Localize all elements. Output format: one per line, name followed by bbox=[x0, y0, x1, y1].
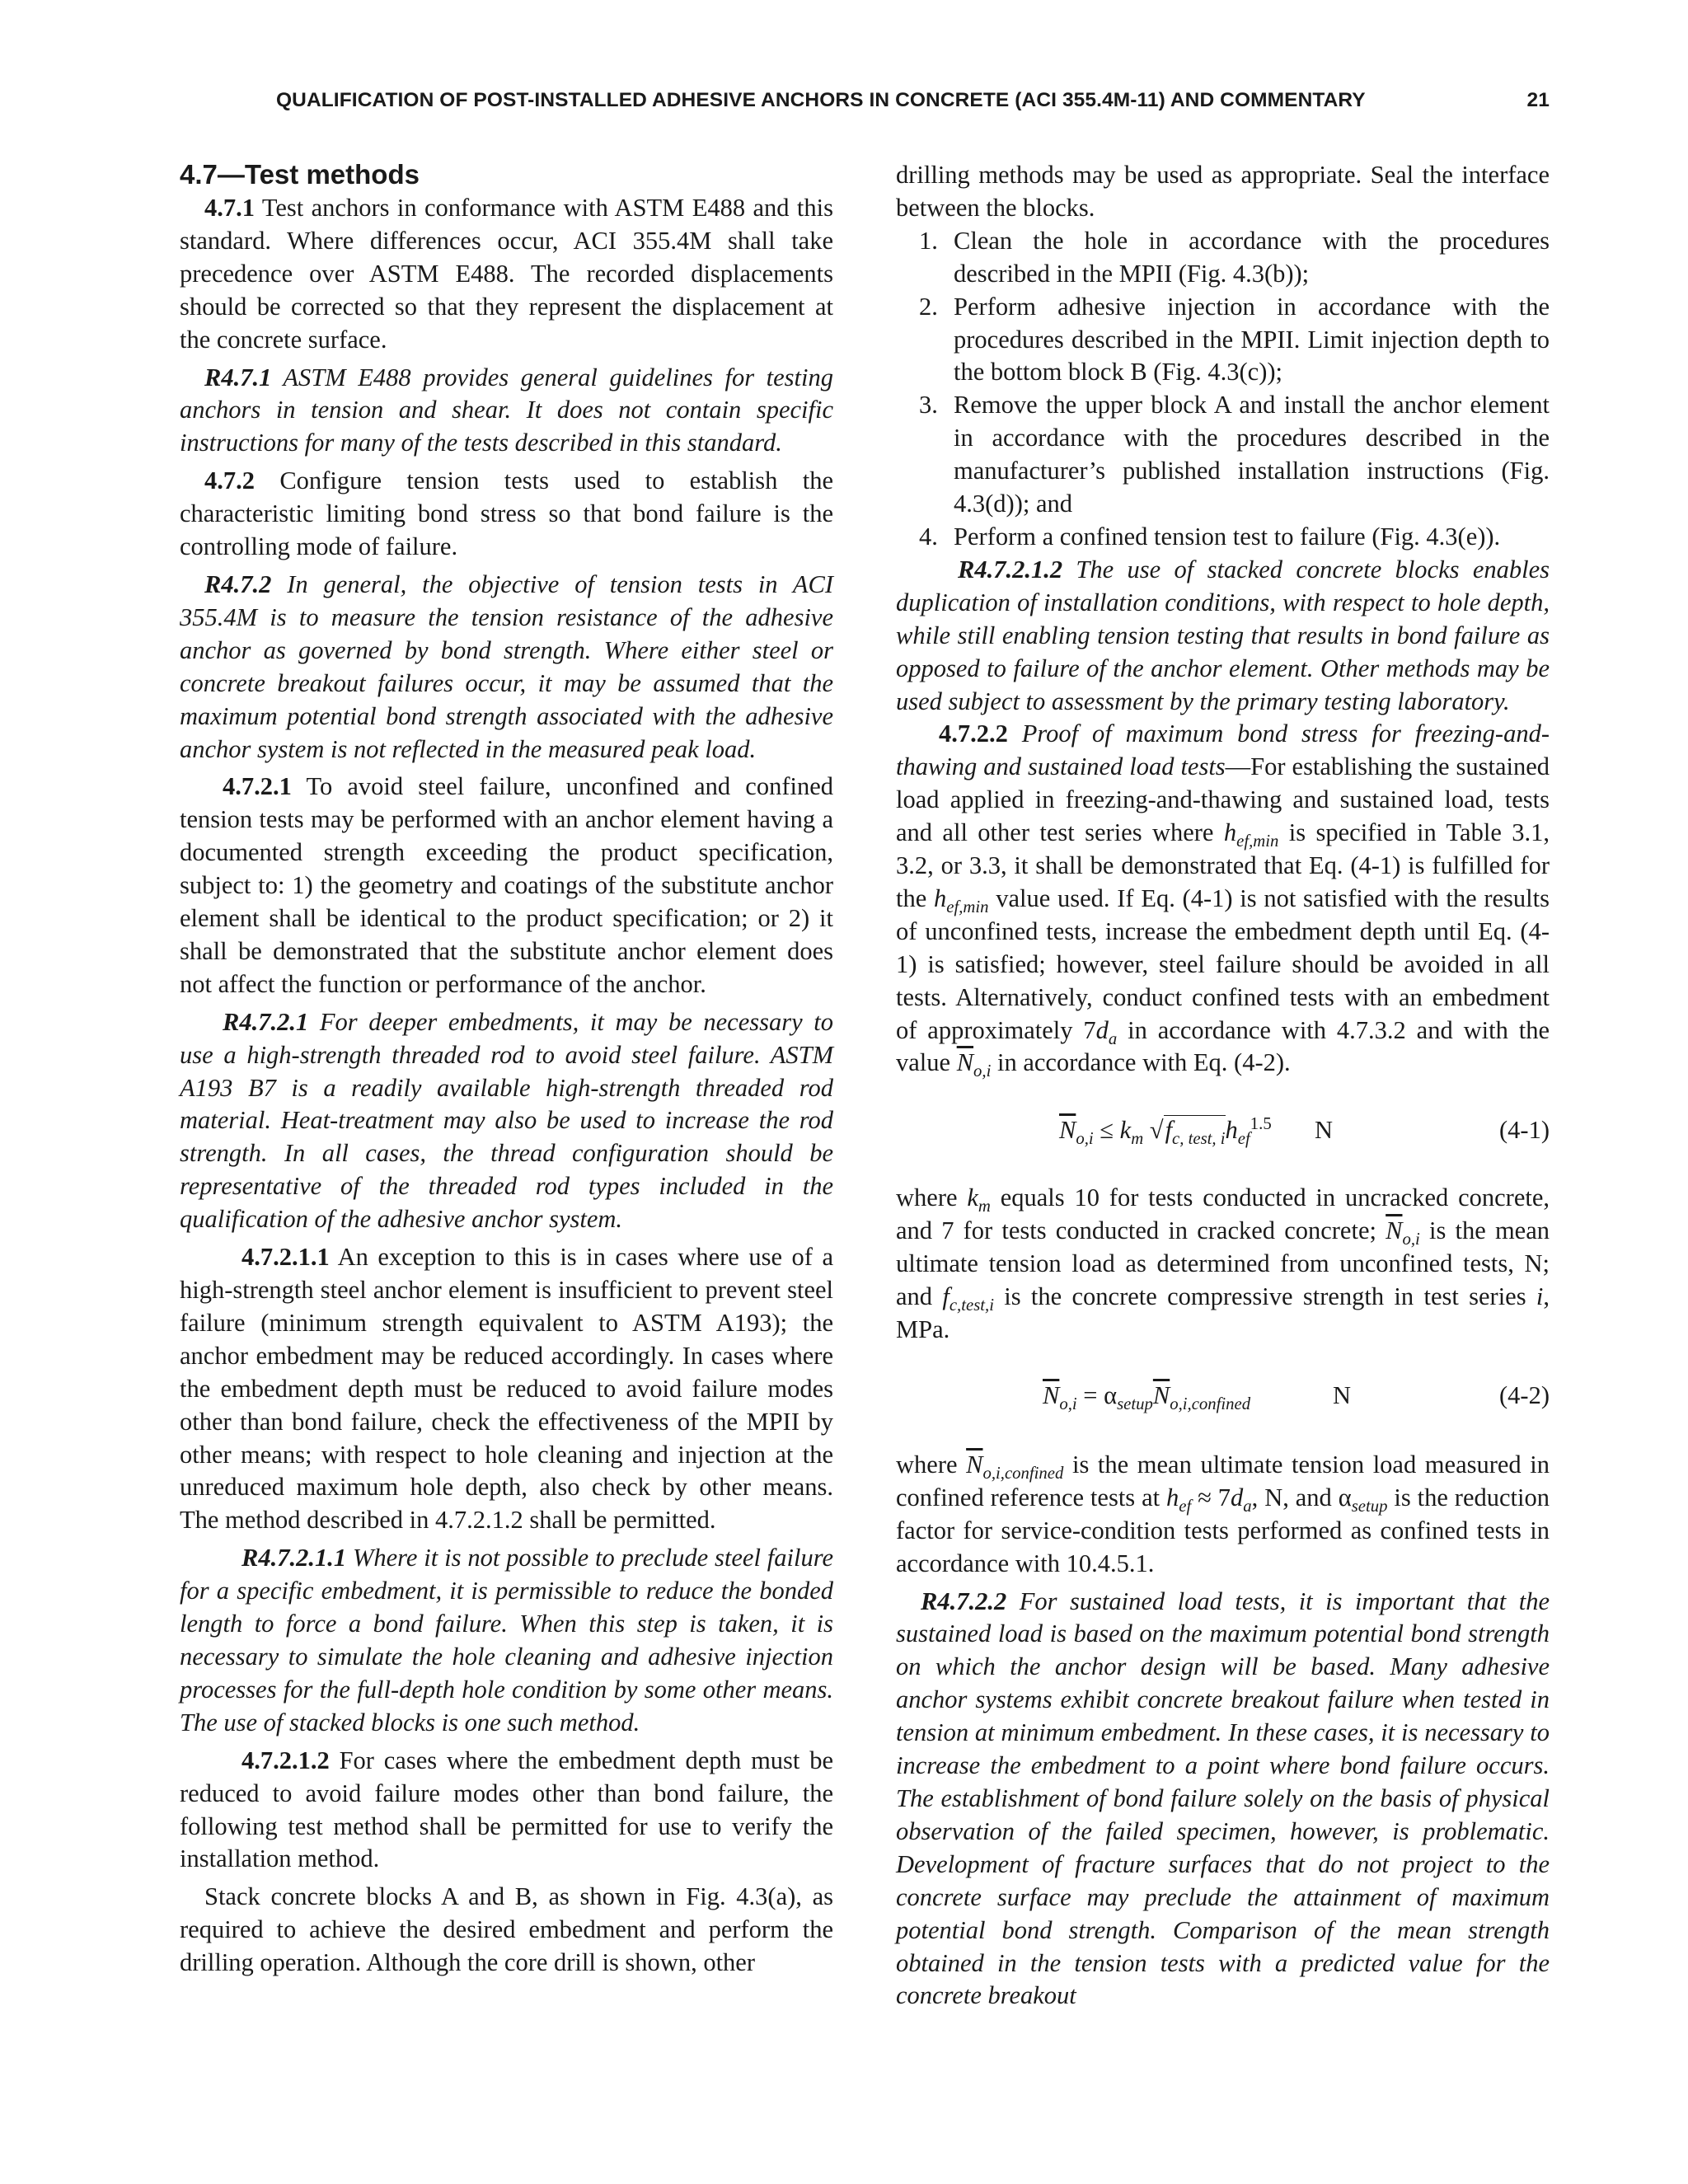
commentary-text: For deeper embedments, it may be necessary to use a high-strength threaded rod to avoid steel failure. ASTM A193 B7 is a readily available high-strength threaded rod material. Heat-treatment may also be used to increase the rod strength. In all cases, the thread configuration should be representative of the threaded rod types included in the qualification of the adhesive anchor system. bbox=[180, 1007, 833, 1234]
commentary-number: R4.7.2.2 bbox=[921, 1586, 1007, 1615]
symbol-n-bar: $\overline{N}$ bbox=[1386, 1216, 1403, 1245]
commentary-text: The use of stacked concrete blocks enables duplication of installation conditions, with respect to hole depth, while still enabling tension testing that results in bond failure as opposed to failure of the anchor element. Other methods may be used subject to assessment by the primary testing laboratory. bbox=[896, 555, 1550, 715]
symbol-sub: o,i,confined bbox=[982, 1465, 1064, 1483]
step-item bbox=[896, 521, 1550, 554]
clause-text: An exception to this is in cases where use of a high-strength steel anchor element is insufficient to prevent steel failure (minimum strength equivalent to ASTM A193); the anchor embedment may be reduced accordingly. In cases where the embedment depth must be reduced to avoid failure modes other than bond failure, check the effectiveness of the MPII by other means; with respect to hole cleaning and injection at the unreduced maximum hole depth, also check by other means. The method described in 4.7.2.1.2 shall be permitted. bbox=[180, 1243, 833, 1535]
procedure-steps bbox=[896, 225, 1550, 554]
equation-expression: $\overline{N}_{o,i} \le k_m$ $√f_{c, test, i}h_{ef}^{1.5}$ bbox=[1059, 1115, 1272, 1149]
eq-sup: 1.5 bbox=[1250, 1115, 1272, 1134]
symbol-sub: ef bbox=[1179, 1497, 1192, 1516]
commentary-number: R4.7.2.1 bbox=[223, 1007, 309, 1036]
eq-symbol: f bbox=[1165, 1116, 1173, 1145]
text: where bbox=[896, 1450, 967, 1479]
equation-expression bbox=[1043, 1380, 1250, 1413]
symbol: f bbox=[942, 1282, 950, 1311]
text: , MPa. bbox=[896, 1282, 1550, 1343]
symbol: k bbox=[967, 1183, 978, 1212]
eq-symbol: h bbox=[1225, 1116, 1238, 1145]
clause-4-7-2-1 bbox=[180, 771, 833, 1001]
step-item bbox=[896, 225, 1550, 291]
equation-number: (4-2) bbox=[1499, 1380, 1550, 1409]
commentary-number: R4.7.2 bbox=[204, 569, 272, 598]
clause-text: To avoid steel failure, unconfined and confined tension tests may be performed with an anchor element having a documented strength exceeding the product specification, subject to: 1) the geometry and coatings of the substitute anchor element shall be identical to the product specification; or 2) it shall be demonstrated that the substitute anchor element does not affect the function or performance of the anchor. bbox=[180, 772, 833, 998]
symbol-sub: o,i bbox=[1402, 1230, 1420, 1249]
symbol-h: h bbox=[934, 883, 947, 912]
eq-symbol: $\overline{N}$ bbox=[1043, 1380, 1060, 1409]
eq-operator: = α bbox=[1076, 1380, 1118, 1409]
symbol-sub: o,i bbox=[973, 1062, 992, 1081]
step-number: 1. bbox=[919, 226, 938, 255]
step-number: 3. bbox=[919, 391, 938, 419]
running-header bbox=[276, 89, 1550, 112]
symbol-sub: a bbox=[1243, 1497, 1252, 1516]
eq-symbol: $\overline{N}$ bbox=[1059, 1116, 1076, 1145]
commentary-r4-7-2-1-1 bbox=[180, 1542, 833, 1739]
symbol-n-bar: $\overline{N}$ bbox=[956, 1048, 974, 1077]
eq-sub: o,i bbox=[1076, 1130, 1094, 1149]
commentary-text: In general, the objective of tension tests in ACI 355.4M is to measure the tension resistance of the adhesive anchor as governed by bond strength. Where either steel or concrete breakout failures occur, it may be assumed that the maximum potential bond strength associated with the adhesive anchor system is not reflected in the measured peak load. bbox=[180, 569, 833, 763]
clause-number: 4.7.2 bbox=[204, 466, 255, 495]
eq-sub: o,i bbox=[1059, 1395, 1077, 1413]
left-column bbox=[180, 159, 833, 1980]
eq-sub: m bbox=[1131, 1130, 1144, 1149]
step-text: Remove the upper block A and install the anchor element in accordance with the procedures described in the manufacturer’s published installation instructions (Fig. 4.3(d)); and bbox=[954, 391, 1550, 518]
commentary-r4-7-2 bbox=[180, 569, 833, 766]
symbol-n-bar: $\overline{N}$ bbox=[966, 1450, 983, 1479]
eq-sub: ef bbox=[1237, 1130, 1250, 1149]
step-item bbox=[896, 389, 1550, 521]
eq-sub: c, test, i bbox=[1172, 1130, 1226, 1149]
commentary-r4-7-2-2 bbox=[896, 1586, 1550, 2013]
clause-number: 4.7.1 bbox=[204, 194, 255, 222]
symbol-h: h bbox=[1223, 818, 1237, 847]
commentary-text: ASTM E488 provides general guidelines for testing anchors in tension and shear. It does not contain specific instructions for many of the tests described in this standard. bbox=[180, 363, 833, 457]
commentary-number: R4.7.2.1.1 bbox=[241, 1544, 347, 1572]
clause-text: Test anchors in conformance with ASTM E488 and this standard. Where differences occur, ACI 355.4M shall take precedence over ASTM E488. The recorded displacements should be corrected so that they represent the displacement at the concrete surface. bbox=[180, 194, 833, 354]
text: where bbox=[896, 1183, 968, 1212]
step-text: Clean the hole in accordance with the procedures described in the MPII (Fig. 4.3(b)); bbox=[954, 226, 1550, 288]
clause-title: Proof of maximum bond stress for freezing-and-thawing and sustained load tests bbox=[896, 719, 1550, 781]
running-title: QUALIFICATION OF POST-INSTALLED ADHESIVE ANCHORS IN CONCRETE (ACI 355.4M-11) AND COMMENTARY bbox=[276, 89, 1366, 111]
commentary-r4-7-2-1 bbox=[180, 1006, 833, 1236]
clause-4-7-2 bbox=[180, 465, 833, 564]
clause-text: value used. If Eq. (4-1) is not satisfied with the results of unconfined tests, increase the embedment depth until Eq. (4-1) is satisfied; however, steel failure should be avoided in all tests. Alternatively, conduct confined tests with an embedment of approximately 7 bbox=[896, 883, 1550, 1044]
equation-unit: N bbox=[1333, 1380, 1352, 1409]
equation-4-1 bbox=[896, 1108, 1550, 1157]
symbol-sub: setup bbox=[1351, 1497, 1388, 1516]
commentary-r4-7-2-1-2 bbox=[896, 554, 1550, 719]
symbol: i bbox=[1536, 1282, 1544, 1311]
text: is the reduction factor for service-condition tests performed as confined tests in accordance with 10.4.5.1. bbox=[896, 1483, 1550, 1577]
equation-unit: N bbox=[1315, 1116, 1334, 1145]
eq-sub: o,i,confined bbox=[1170, 1395, 1251, 1413]
section-heading: 4.7—Test methods bbox=[180, 159, 420, 190]
clause-number: 4.7.2.1.2 bbox=[241, 1746, 330, 1774]
clause-text: in accordance with Eq. (4-2). bbox=[991, 1048, 1291, 1077]
clause-text: Configure tension tests used to establish the characteristic limiting bond stress so that bond failure is the controlling mode of failure. bbox=[180, 466, 833, 561]
commentary-number: R4.7.1 bbox=[204, 363, 272, 391]
clause-text: —For establishing the sustained load applied in freezing-and-thawing and sustained load, tests and all other test series where bbox=[896, 752, 1550, 847]
step-number: 4. bbox=[919, 522, 938, 551]
continued-paragraph: drilling methods may be used as appropriate. Seal the interface between the blocks. bbox=[896, 161, 1550, 222]
commentary-text: For sustained load tests, it is important that the sustained load is based on the maximum potential bond strength on which the anchor design will be based. Many adhesive anchor systems exhibit concrete breakout failure when tested in tension at minimum embedment. In these cases, it is necessary to increase the embedment to a point where bond failure occurs. The establishment of bond failure solely on the basis of physical observation of the failed specimen, however, is problematic. Development of fracture surfaces that do not project to the concrete surface may preclude the attainment of maximum potential bond strength. Comparison of the mean strength obtained in the tension tests with a predicted value for the concrete breakout bbox=[896, 1586, 1550, 2010]
clause-number: 4.7.2.1.1 bbox=[241, 1243, 330, 1272]
step-text: Perform adhesive injection in accordance with the procedures described in the MPII. Limit injection depth to the bottom block B (Fig. 4.3(c)); bbox=[954, 292, 1550, 387]
eq-symbol: k bbox=[1119, 1116, 1132, 1145]
commentary-r4-7-1 bbox=[180, 362, 833, 461]
symbol-d: d bbox=[1095, 1015, 1109, 1044]
eq-operator: ≤ bbox=[1093, 1116, 1120, 1145]
symbol: d bbox=[1231, 1483, 1244, 1511]
text: is the mean ultimate tension load measured in confined reference tests at bbox=[896, 1450, 1550, 1511]
where-paragraph-1 bbox=[896, 1182, 1550, 1347]
clause-number: 4.7.2.2 bbox=[939, 719, 1008, 748]
step-text: Perform a confined tension test to failure (Fig. 4.3(e)). bbox=[954, 522, 1501, 551]
symbol-sub: m bbox=[978, 1197, 991, 1216]
eq-sub: setup bbox=[1117, 1395, 1153, 1413]
step-item bbox=[896, 291, 1550, 390]
clause-4-7-2-2 bbox=[896, 718, 1550, 1080]
symbol-sub: ef,min bbox=[1236, 832, 1279, 851]
clause-text: For cases where the embedment depth must be reduced to avoid failure modes other than bond failure, the following test method shall be permitted for use to verify the installation method. bbox=[180, 1746, 833, 1873]
eq-sqrt bbox=[1164, 1115, 1226, 1149]
symbol: h bbox=[1166, 1483, 1179, 1511]
symbol-sub: c,test,i bbox=[949, 1296, 994, 1315]
text: ≈ 7 bbox=[1191, 1483, 1231, 1511]
text: is the concrete compressive strength in test series bbox=[993, 1282, 1536, 1311]
symbol-sub: a bbox=[1108, 1029, 1118, 1048]
page-number: 21 bbox=[1526, 89, 1550, 111]
clause-text: is specified in Table 3.1, 3.2, or 3.3, it shall be demonstrated that Eq. (4-1) is fulfilled for the bbox=[896, 818, 1550, 912]
equation-number: (4-1) bbox=[1499, 1116, 1550, 1145]
clause-4-7-2-1-1 bbox=[180, 1241, 833, 1537]
equation-4-2 bbox=[896, 1375, 1550, 1424]
commentary-number: R4.7.2.1.2 bbox=[958, 555, 1063, 583]
clause-4-7-2-1-2 bbox=[180, 1745, 833, 1877]
clause-number: 4.7.2.1 bbox=[223, 772, 292, 801]
text: equals 10 for tests conducted in uncracked concrete, and 7 for tests conducted in cracked concrete; bbox=[896, 1183, 1550, 1245]
right-column bbox=[896, 159, 1550, 2013]
clause-4-7-1 bbox=[180, 192, 833, 357]
eq-symbol: $\overline{N}$ bbox=[1152, 1380, 1170, 1409]
text: is the mean ultimate tension load as determined from unconfined tests, N; and bbox=[896, 1216, 1550, 1311]
stack-paragraph: Stack concrete blocks A and B, as shown in Fig. 4.3(a), as required to achieve the desired embedment and perform the drilling operation. Although the core drill is shown, other bbox=[180, 1882, 833, 1977]
symbol-sub: ef,min bbox=[946, 898, 989, 917]
commentary-text: Where it is not possible to preclude steel failure for a specific embedment, it is permissible to reduce the bonded length to force a bond failure. When this step is taken, it is necessary to simulate the hole cleaning and adhesive injection processes for the full-depth hole condition by some other means. The use of stacked blocks is one such method. bbox=[180, 1544, 833, 1736]
clause-text: in accordance with 4.7.3.2 and with the value bbox=[896, 1015, 1550, 1077]
text: , N, and α bbox=[1251, 1483, 1352, 1511]
step-number: 2. bbox=[919, 292, 938, 321]
where-paragraph-2 bbox=[896, 1449, 1550, 1581]
